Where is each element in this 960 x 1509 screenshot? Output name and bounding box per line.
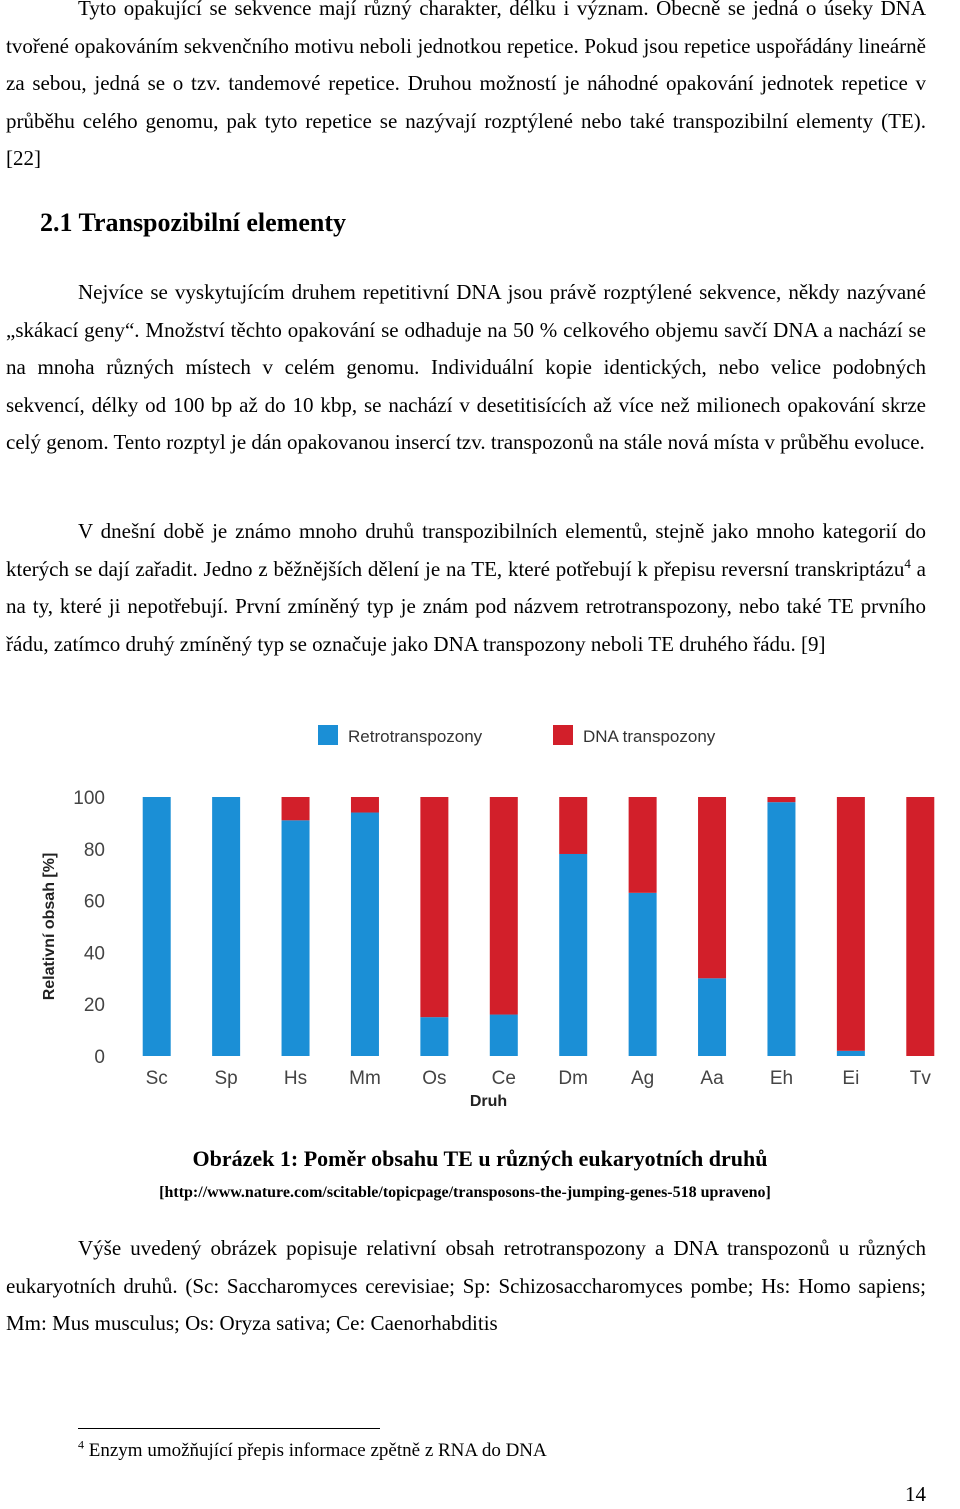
x-tick-label: Mm [349,1068,381,1089]
bar-Mm-dna [351,797,379,813]
bar-Ag-retro [629,893,657,1056]
paragraph-figure-description: Výše uvedený obrázek popisuje relativní obsah retrotranspozony a DNA transpozonů u různých eukaryotních druhů. (Sc: Saccharomyces cerevisiae; Sp: Schizosaccharomyces pombe; Hs: Homo sapiens; Mm: Mus musculus; Os: Oryza sativa; Ce: Caenorhabditis [6,1236,926,1335]
x-tick-label: Dm [558,1068,588,1089]
bar-Mm-retro [351,813,379,1056]
x-tick-label: Eh [769,1068,794,1089]
footnote-marker: 4 [78,1437,84,1452]
y-axis-title: Relativní obsah [%] [41,852,58,1001]
page-number: 14 [905,1482,926,1506]
x-axis-title: Druh [469,1093,508,1110]
y-tick-label: 80 [83,839,105,861]
legend-label-1: Retrotranspozony [348,727,483,746]
x-tick-label: Ag [631,1068,655,1089]
x-tick-label: Tv [909,1068,931,1089]
bar-Os-dna [420,797,448,1017]
bar-Eh-dna [767,797,795,802]
footnote [78,1437,547,1462]
bar-Os-retro [420,1017,448,1056]
x-tick-label: Aa [700,1068,724,1089]
bar-Aa-dna [698,797,726,978]
legend-label-2: DNA transpozony [583,727,716,746]
x-tick-label: Ce [491,1068,516,1089]
y-tick-label: 100 [73,788,105,809]
y-axis [41,788,105,1068]
x-tick-label: Ei [842,1068,860,1089]
bar-Ce-retro [490,1015,518,1056]
bar-Hs-dna [282,797,310,820]
bar-Dm-dna [559,797,587,854]
y-tick-label: 40 [83,943,105,965]
bar-Aa-retro [698,978,726,1056]
bar-Ei-retro [837,1051,865,1056]
y-tick-label: 20 [83,995,105,1017]
te-content-chart [0,712,960,1122]
paragraph-intro: Tyto opakující se sekvence mají různý charakter, délku i význam. Obecně se jedná o úseky DNA tvořené opakováním sekvenčního motivu neboli jednotkou repetice. Pokud jsou repetice uspořádány lineárně za sebou, jedná se o tzv. tandemové repetice. Druhou možností je náhodné opakování jednotek repetice v průběhu celého genomu, pak tyto repetice se nazývají rozptýlené nebo také transpozibilní elementy (TE). [22] [6,0,926,170]
x-tick-label: Os [422,1068,447,1089]
footnote-separator [78,1428,380,1429]
legend-swatch-2 [553,725,573,745]
x-tick-label: Sc [145,1068,168,1089]
bar-Ce-dna [490,797,518,1015]
bar-Tv-dna [906,797,934,1056]
section-heading: 2.1 Transpozibilní elementy [40,208,346,237]
bar-Sp-retro [212,797,240,1056]
y-tick-label: 0 [94,1047,105,1068]
bar-Dm-retro [559,854,587,1056]
x-tick-label: Sp [214,1068,238,1089]
bar-Sc-retro [143,797,171,1056]
bar-Ag-dna [629,797,657,893]
legend-swatch-1 [318,725,338,745]
chart-legend [318,725,716,746]
bar-Ei-dna [837,797,865,1051]
bar-Eh-retro [767,802,795,1056]
paragraph-te-classification: V dnešní době je známo mnoho druhů transpozibilních elementů, stejně jako mnoho kategorií do kterých se dají zařadit. Jedno z běžnějších dělení je na TE, které potřebují k přepisu reversní transkriptázu$^4$ a na ty, které ji nepotřebují. První zmíněný typ je znám pod názvem retrotranspozony, nebo také TE prvního řádu, zatímco druhý zmíněný typ se označuje jako DNA transpozony neboli TE druhého řádu. [9] [6,519,926,656]
footnote-ref[interactable]: 4 [904,555,911,571]
x-tick-label: Hs [283,1068,308,1089]
paragraph-te-overview: Nejvíce se vyskytujícím druhem repetitivní DNA jsou právě rozptýlené sekvence, někdy nazývané „skákací geny“. Množství těchto opakování se odhaduje na 50 % celkového objemu savčí DNA a nachází se na mnoha různých místech v celém genomu. Individuální kopie identických, nebo velice podobných sekvencí, délky od 100 bp až do 10 kbp, se nachází v desetitisících až více než milionech opakování skrze celý genom. Tento rozptyl je dán opakovanou insercí tzv. transpozonů na stále nová místa v průběhu evoluce. [6,280,926,454]
figure-caption: Obrázek 1: Poměr obsahu TE u různých eukaryotních druhů [192,1146,768,1171]
x-axis [146,1068,932,1110]
bar-Hs-retro [282,820,310,1056]
figure-source: [http://www.nature.com/scitable/topicpage/transposons-the-jumping-genes-518 upraveno] [159,1184,771,1201]
footnote-text: Enzym umožňující přepis informace zpětně z RNA do DNA [88,1440,547,1461]
y-tick-label: 60 [83,891,105,913]
bar-group [143,797,935,1056]
